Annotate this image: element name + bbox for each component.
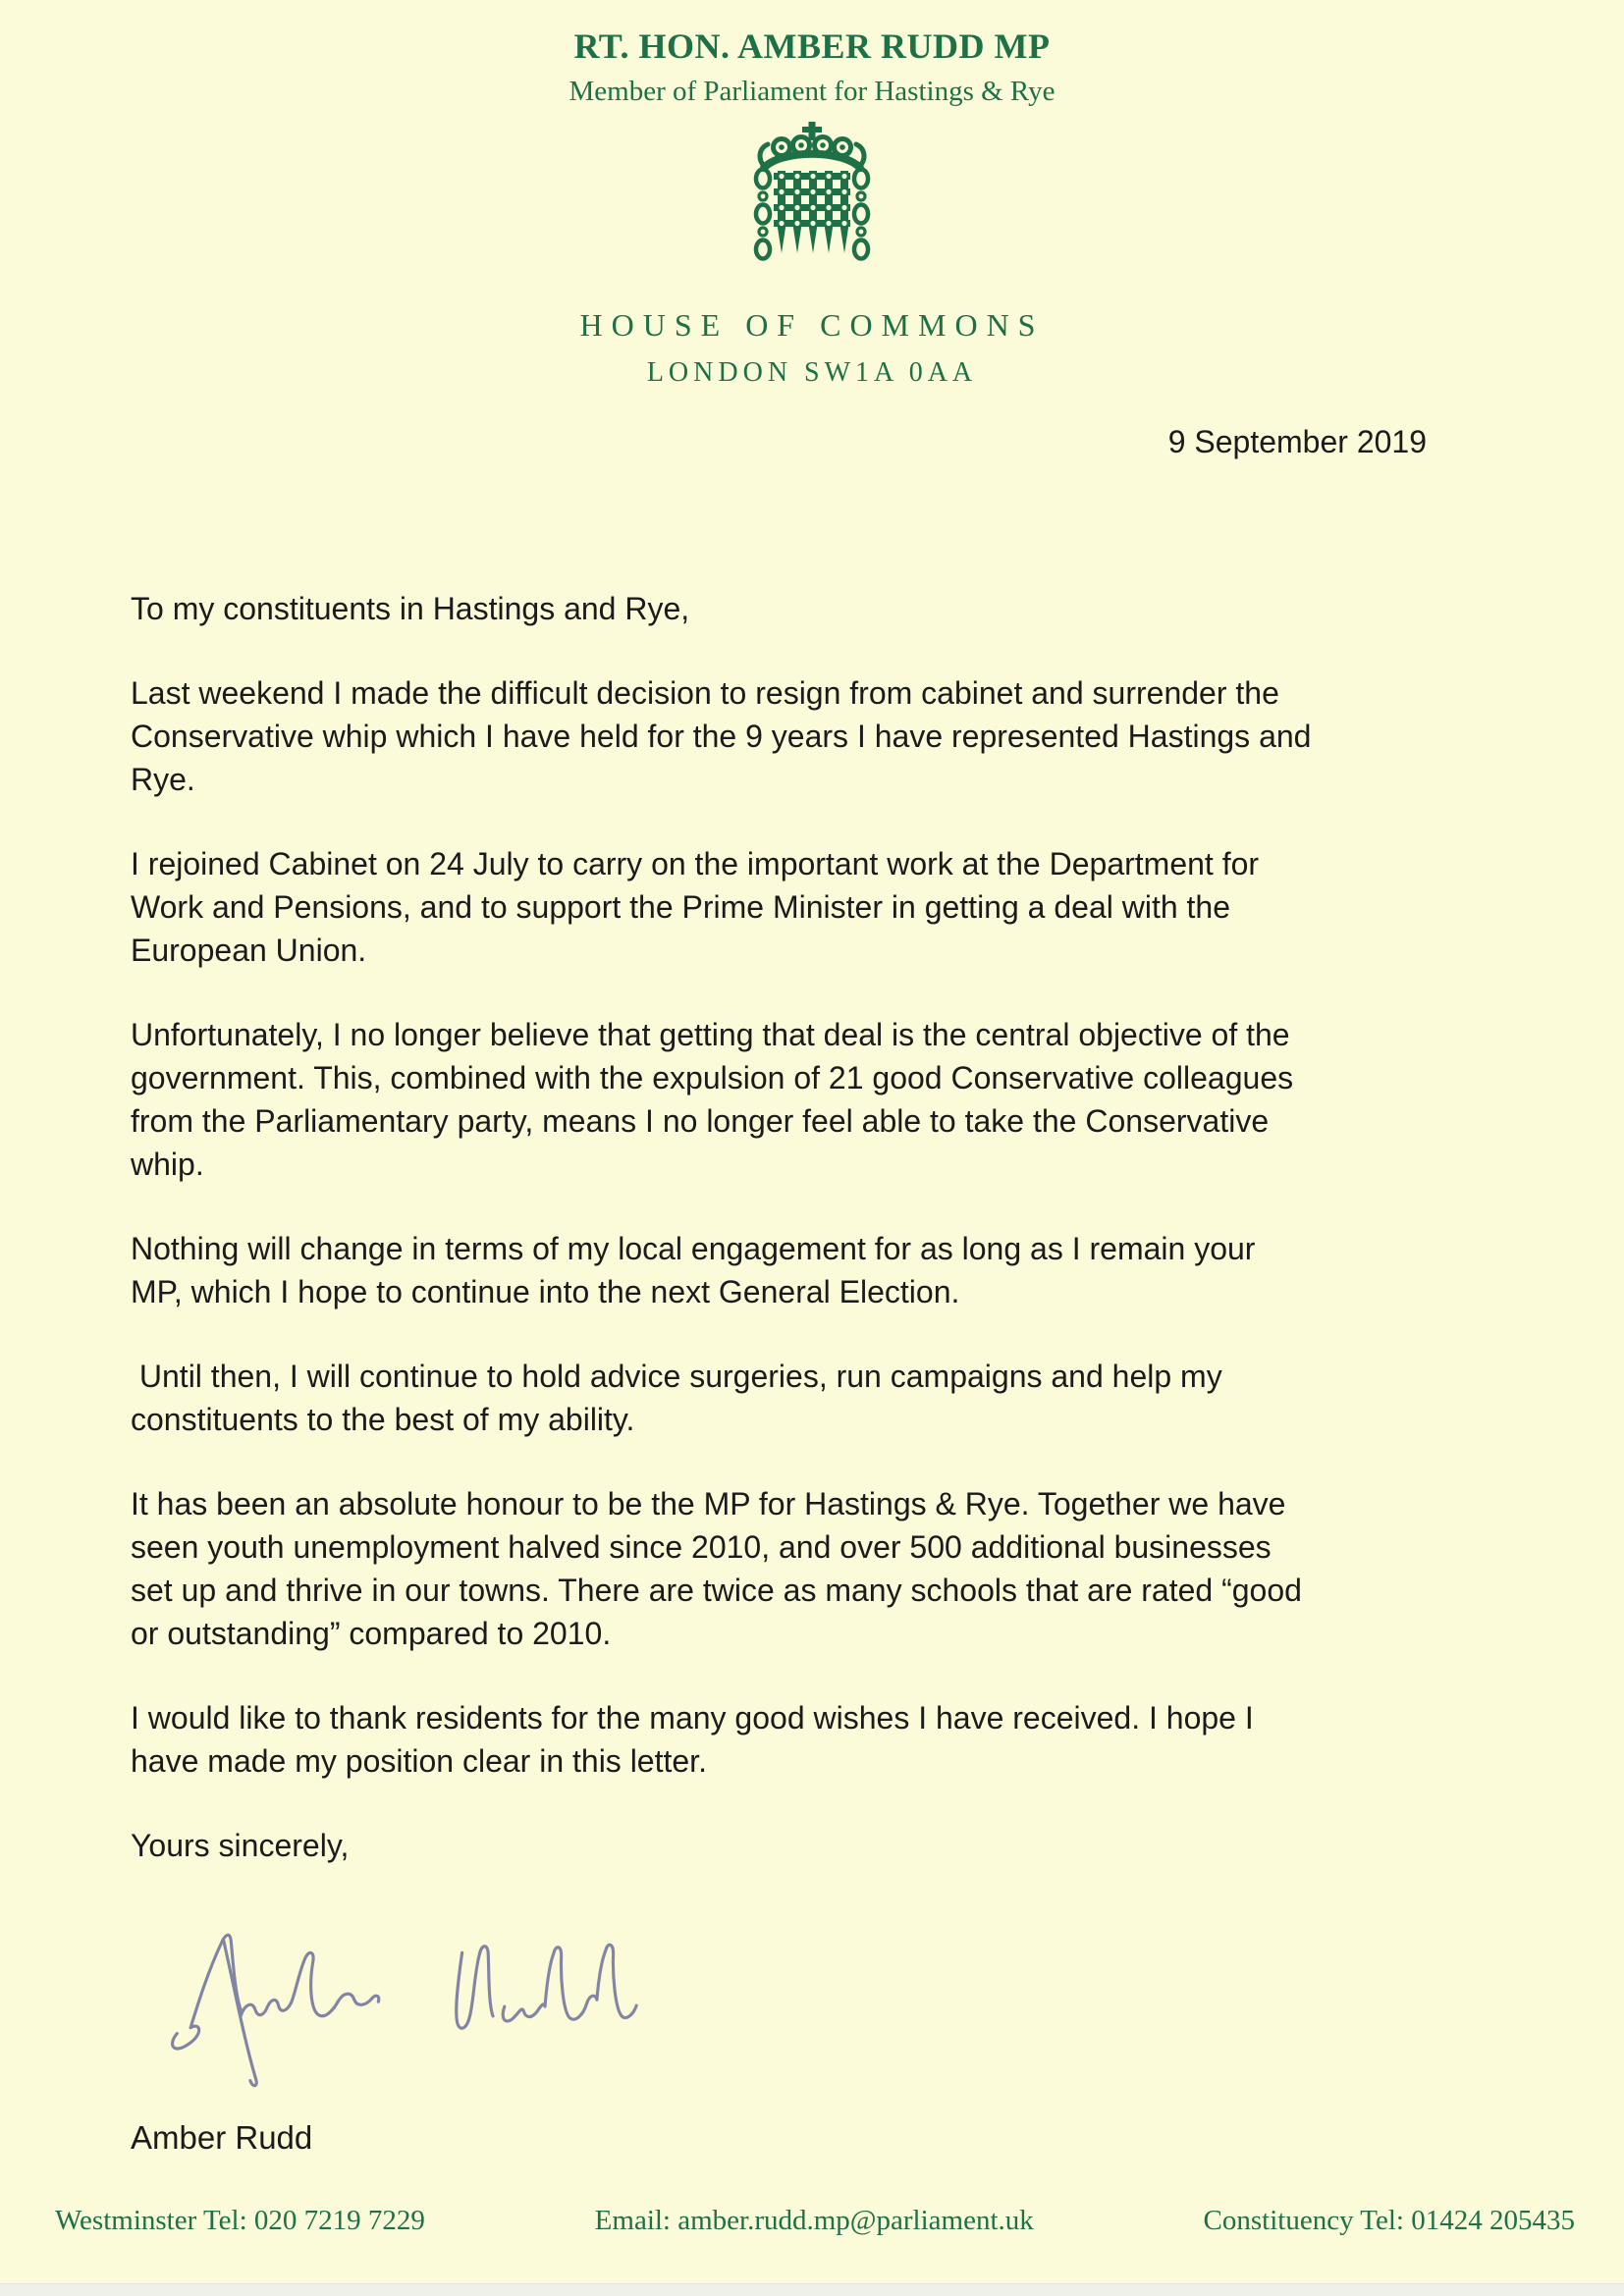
- email-contact: Email: amber.rudd.mp@parliament.uk: [594, 2205, 1034, 2236]
- letter-paragraph: Unfortunately, I no longer believe that getting that deal is the central objective of the government. This, combined with the expulsion of 21 good Conservative colleagues from the Parliamentary party, means I no longer feel able to take the Conservative whip.: [131, 1017, 1302, 1182]
- institution-heading: HOUSE OF COMMONS: [579, 307, 1045, 343]
- handwritten-signature: [144, 1908, 645, 2114]
- mp-name-heading: RT. HON. AMBER RUDD MP: [573, 27, 1051, 66]
- constituency-tel: Constituency Tel: 01424 205435: [1203, 2205, 1575, 2236]
- salutation: To my constituents in Hastings and Rye,: [131, 591, 690, 626]
- letter-paragraphs: [131, 671, 1321, 1783]
- westminster-tel: Westminster Tel: 020 7219 7229: [55, 2205, 425, 2236]
- crest-container: [0, 122, 1624, 270]
- letter-date: 9 September 2019: [1167, 424, 1427, 459]
- mp-subtitle: Member of Parliament for Hastings & Rye: [568, 76, 1056, 107]
- scan-edge-strip: [0, 2283, 1624, 2296]
- letter-paragraph: Last weekend I made the difficult decision to resign from cabinet and surrender the Conservative whip which I have held for the 9 years I have represented Hastings and Rye.: [131, 675, 1321, 797]
- signature-block: [131, 1908, 1316, 2116]
- letter-paragraph: I rejoined Cabinet on 24 July to carry on the important work at the Department for Work and Pensions, and to support the Prime Minister in getting a deal with the European Union.: [131, 846, 1268, 968]
- letterhead: [0, 0, 1624, 389]
- letter-paragraph: It has been an absolute honour to be the MP for Hastings & Rye. Together we have seen youth unemployment halved since 2010, and over 500 additional businesses set up and thrive in our towns. There are twice as many schools that are rated “good or outstanding” compared to 2010.: [131, 1486, 1311, 1651]
- contact-footer: [55, 2205, 1575, 2237]
- letter-paragraph: I would like to thank residents for the many good wishes I have received. I hope I have made my position clear in this letter.: [131, 1700, 1263, 1779]
- portcullis-crest-icon: [748, 122, 876, 265]
- institution-address: LONDON SW1A 0AA: [646, 357, 978, 388]
- letter-paragraph: Nothing will change in terms of my local engagement for as long as I remain your MP, which I hope to continue into the next General Election.: [131, 1231, 1265, 1309]
- closing: Yours sincerely,: [131, 1828, 350, 1863]
- letter-paragraph: Until then, I will continue to hold advice surgeries, run campaigns and help my constituents to the best of my ability.: [131, 1359, 1231, 1437]
- letter-body: [131, 587, 1321, 2201]
- signature-printed-name: Amber Rudd: [131, 2119, 313, 2156]
